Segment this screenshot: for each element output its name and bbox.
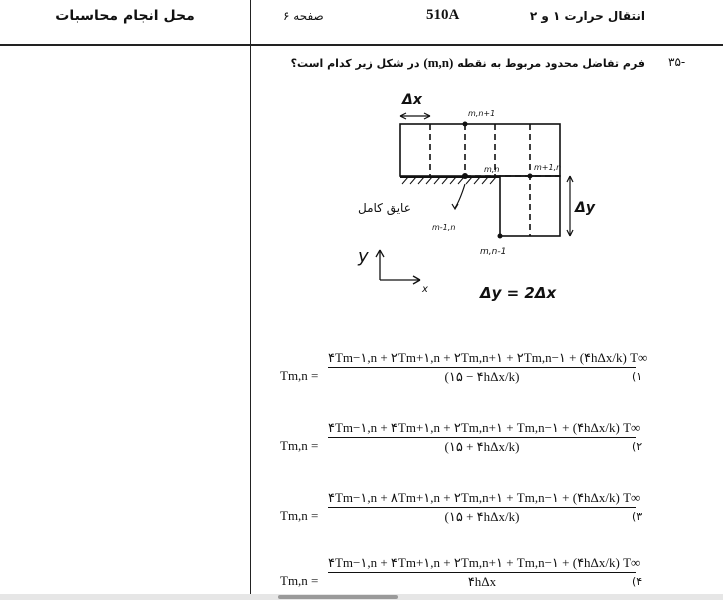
dy-label: Δy bbox=[575, 200, 595, 216]
option-4-index: (۴ bbox=[632, 575, 643, 588]
node-center-label: m,n bbox=[484, 165, 500, 174]
option-2-fraction bbox=[328, 420, 641, 455]
option-4-numerator: ۴Tm−۱,n + ۴Tm+۱,n + ۲Tm,n+۱ + Tm,n−۱ + (۴hΔx/k) T∞ bbox=[328, 555, 641, 570]
option-2-numerator: ۴Tm−۱,n + ۴Tm+۱,n + ۲Tm,n+۱ + Tm,n−۱ + (۴hΔx/k) T∞ bbox=[328, 420, 641, 435]
node-top-label: m,n+1 bbox=[468, 109, 496, 118]
option-3-fraction bbox=[328, 490, 641, 525]
option-1-lhs: Tm,n = bbox=[280, 368, 319, 383]
option-1-index: (۱ bbox=[632, 370, 643, 383]
question-point: (m,n) bbox=[423, 55, 454, 70]
question-text bbox=[291, 55, 645, 71]
column-divider bbox=[250, 0, 251, 600]
option-1-fraction bbox=[328, 350, 648, 385]
node-top bbox=[463, 122, 468, 127]
page-number: صفحه ۶ bbox=[283, 9, 324, 23]
question-number: ۳۵- bbox=[668, 55, 686, 69]
node-bottom bbox=[498, 234, 503, 239]
insulated-label: عایق کامل bbox=[358, 201, 411, 215]
scrollbar-thumb[interactable] bbox=[278, 595, 398, 599]
course-title: انتقال حرارت ۱ و ۲ bbox=[529, 9, 645, 23]
option-1-denominator: (۱۵ − ۴hΔx/k) bbox=[444, 369, 520, 384]
grid-relation: Δy = 2Δx bbox=[480, 284, 557, 302]
option-4-denominator: ۴hΔx bbox=[467, 574, 497, 589]
option-4[interactable] bbox=[270, 555, 650, 593]
option-4-fraction bbox=[328, 555, 641, 590]
y-axis-label: y bbox=[358, 246, 369, 267]
option-1[interactable] bbox=[270, 350, 650, 410]
option-2-index: (۲ bbox=[632, 440, 643, 453]
dx-label: Δx bbox=[402, 92, 422, 108]
option-4-lhs: Tm,n = bbox=[280, 573, 319, 588]
option-2[interactable] bbox=[270, 420, 650, 480]
grid-figure bbox=[330, 80, 620, 305]
node-right-label: m+1,n bbox=[534, 163, 562, 172]
question-text-post: در شکل زیر کدام است؟ bbox=[290, 57, 420, 70]
horizontal-scrollbar[interactable] bbox=[0, 594, 723, 600]
scratch-area-title: محل انجام محاسبات bbox=[55, 8, 195, 24]
option-2-lhs: Tm,n = bbox=[280, 438, 319, 453]
option-3[interactable] bbox=[270, 490, 650, 550]
option-3-denominator: (۱۵ + ۴hΔx/k) bbox=[444, 509, 520, 524]
question-text-pre: فرم تفاضل محدود مربوط به نقطه bbox=[457, 57, 645, 70]
node-bottom-label: m,n-1 bbox=[480, 247, 507, 257]
option-3-index: (۳ bbox=[632, 510, 643, 523]
option-1-numerator: ۴Tm−۱,n + ۲Tm+۱,n + ۲Tm,n+۱ + ۲Tm,n−۱ + (۴hΔx/k) T∞ bbox=[328, 350, 648, 365]
option-3-lhs: Tm,n = bbox=[280, 508, 319, 523]
node-right bbox=[528, 174, 533, 179]
node-left-label: m-1,n bbox=[432, 223, 456, 232]
node-left bbox=[463, 174, 468, 179]
x-axis-label: x bbox=[422, 284, 428, 295]
option-3-numerator: ۴Tm−۱,n + ۸Tm+۱,n + ۲Tm,n+۱ + Tm,n−۱ + (۴hΔx/k) T∞ bbox=[328, 490, 641, 505]
page-header bbox=[0, 0, 723, 46]
booklet-code: 510A bbox=[426, 7, 460, 23]
option-2-denominator: (۱۵ + ۴hΔx/k) bbox=[444, 439, 520, 454]
